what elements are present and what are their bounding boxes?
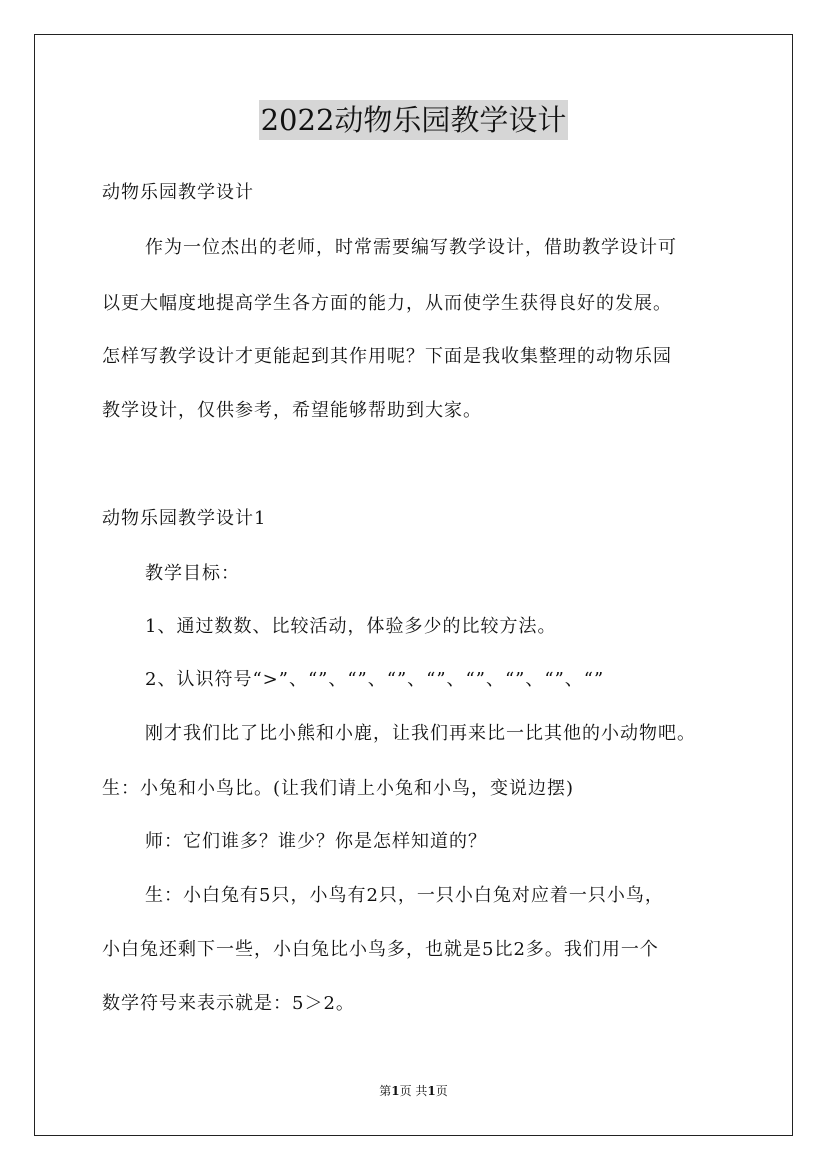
- footer-page-number: 1: [391, 1084, 400, 1098]
- page-footer: [0, 1083, 827, 1099]
- document-title: 2022动物乐园教学设计: [259, 100, 569, 140]
- body-line-6: 师：它们谁多？谁少？你是怎样知道的？: [145, 831, 487, 852]
- footer-page-total: 1: [427, 1084, 436, 1098]
- document-subtitle: 动物乐园教学设计: [102, 182, 254, 203]
- body-line-9: 数学符号来表示就是：5＞2。: [102, 993, 355, 1014]
- title-container: [0, 100, 827, 140]
- body-line-2: 1、通过数数、比较活动，体验多少的比较方法。: [145, 616, 557, 637]
- body-line-3: 2、认识符号“>”、“”、“”、“”、“”、“”、“”、“”、“”: [145, 669, 605, 690]
- intro-line-3: 怎样写教学设计才更能起到其作用呢？下面是我收集整理的动物乐园: [102, 346, 672, 367]
- footer-suffix: 页: [435, 1084, 448, 1098]
- intro-line-1: 作为一位杰出的老师，时常需要编写教学设计，借助教学设计可: [145, 237, 677, 258]
- footer-prefix: 第: [379, 1084, 392, 1098]
- footer-mid: 页 共: [399, 1084, 428, 1098]
- body-line-5: 生：小兔和小鸟比。(让我们请上小兔和小鸟，变说边摆): [102, 778, 575, 799]
- body-line-7: 生：小白兔有5只，小鸟有2只，一只小白兔对应着一只小鸟，: [145, 885, 664, 906]
- section-heading: 动物乐园教学设计1: [102, 508, 267, 529]
- intro-line-2: 以更大幅度地提高学生各方面的能力，从而使学生获得良好的发展。: [102, 293, 672, 314]
- body-line-4: 刚才我们比了比小熊和小鹿，让我们再来比一比其他的小动物吧。: [145, 723, 696, 744]
- body-line-8: 小白兔还剩下一些，小白兔比小鸟多，也就是5比2多。我们用一个: [102, 939, 659, 960]
- intro-line-4: 教学设计，仅供参考，希望能够帮助到大家。: [102, 400, 482, 421]
- body-line-1: 教学目标：: [145, 563, 240, 584]
